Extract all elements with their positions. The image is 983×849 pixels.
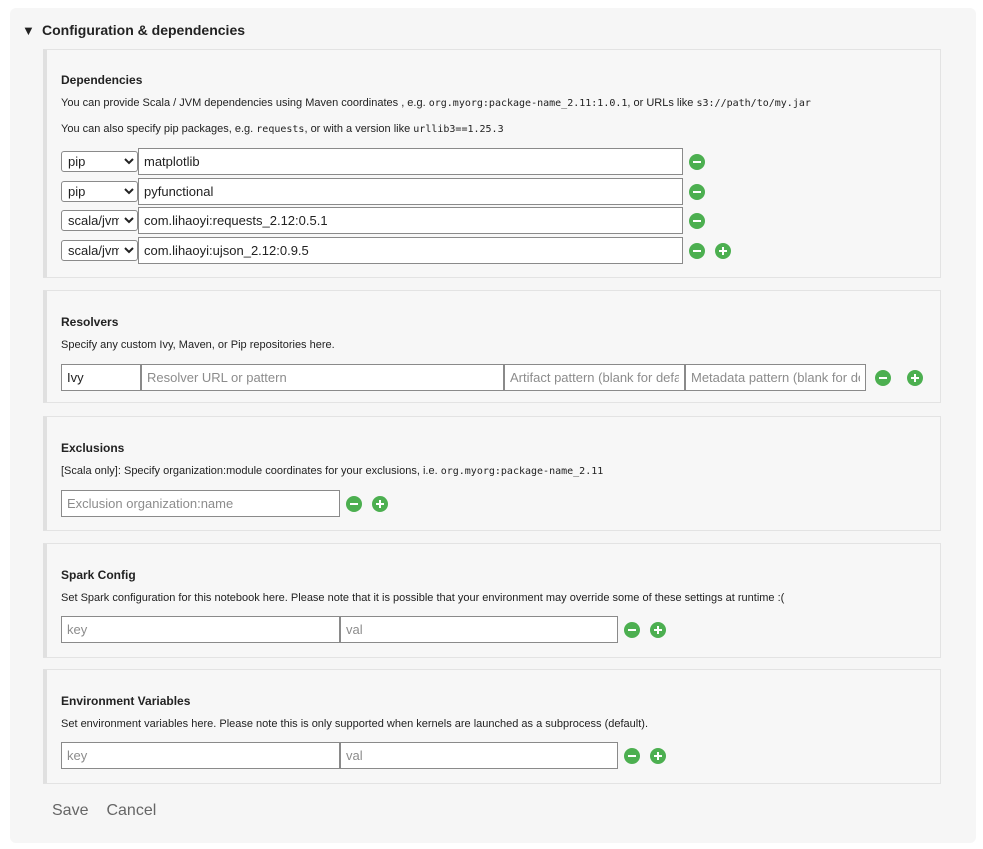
desc-code: s3://path/to/my.jar <box>696 98 811 109</box>
dependency-value-input[interactable] <box>138 207 683 234</box>
dependency-value-input[interactable] <box>138 148 683 175</box>
env-var-val-input[interactable] <box>340 742 618 769</box>
dependencies-description-pip <box>61 123 504 135</box>
exclusions-panel <box>43 416 941 531</box>
spark-config-title: Spark Config <box>61 568 136 582</box>
spark-config-panel <box>43 543 941 658</box>
desc-code: org.myorg:package-name_2.11 <box>440 466 604 477</box>
desc-code: requests <box>256 124 305 135</box>
desc-text: You can provide Scala / JVM dependencies using Maven coordinates , e.g. <box>61 97 429 109</box>
add-env-var-icon[interactable] <box>650 748 666 764</box>
env-var-key-input[interactable] <box>61 742 340 769</box>
dependency-row <box>61 207 705 234</box>
dependency-row <box>61 148 705 175</box>
desc-text: , or URLs like <box>627 97 697 109</box>
env-var-row <box>61 742 666 769</box>
dependency-value-input[interactable] <box>138 178 683 205</box>
dependency-row <box>61 237 731 264</box>
remove-resolver-icon[interactable] <box>875 370 891 386</box>
dependency-type-select[interactable] <box>61 240 138 261</box>
desc-text: You can also specify pip packages, e.g. <box>61 123 257 135</box>
form-actions <box>52 802 156 820</box>
config-section-header[interactable] <box>22 20 245 40</box>
section-title: Configuration & dependencies <box>42 22 246 38</box>
exclusions-title: Exclusions <box>61 441 125 455</box>
dependencies-description-maven <box>61 97 811 109</box>
cancel-button[interactable]: Cancel <box>106 802 157 819</box>
add-spark-config-icon[interactable] <box>650 622 666 638</box>
env-vars-panel <box>43 669 941 784</box>
resolvers-description: Specify any custom Ivy, Maven, or Pip repositories here. <box>61 339 335 351</box>
exclusion-input[interactable] <box>61 490 340 517</box>
desc-code: org.myorg:package-name_2.11:1.0.1 <box>428 98 628 109</box>
dependencies-title: Dependencies <box>61 73 143 87</box>
remove-dependency-icon[interactable] <box>689 243 705 259</box>
dependency-value-input[interactable] <box>138 237 683 264</box>
desc-code: urllib3==1.25.3 <box>413 124 504 135</box>
dependency-type-select[interactable] <box>61 181 138 202</box>
remove-dependency-icon[interactable] <box>689 154 705 170</box>
save-button[interactable]: Save <box>52 802 89 819</box>
resolvers-title: Resolvers <box>61 315 119 329</box>
add-exclusion-icon[interactable] <box>372 496 388 512</box>
resolver-url-input[interactable] <box>141 364 504 391</box>
remove-dependency-icon[interactable] <box>689 213 705 229</box>
add-resolver-icon[interactable] <box>907 370 923 386</box>
spark-config-description: Set Spark configuration for this notebook here. Please note that it is possible that your environment may override some of these settings at runtime :( <box>61 592 785 604</box>
desc-text: [Scala only]: Specify organization:module coordinates for your exclusions, i.e. <box>61 465 441 477</box>
spark-config-key-input[interactable] <box>61 616 340 643</box>
dependency-row <box>61 178 705 205</box>
resolvers-panel <box>43 290 941 403</box>
dependencies-panel <box>43 49 941 278</box>
collapse-triangle-icon[interactable]: ▼ <box>22 22 35 38</box>
add-dependency-icon[interactable] <box>715 243 731 259</box>
exclusions-description <box>61 465 603 477</box>
spark-config-row <box>61 616 666 643</box>
spark-config-val-input[interactable] <box>340 616 618 643</box>
remove-exclusion-icon[interactable] <box>346 496 362 512</box>
remove-dependency-icon[interactable] <box>689 184 705 200</box>
env-vars-description: Set environment variables here. Please note this is only supported when kernels are launched as a subprocess (default). <box>61 718 649 730</box>
env-vars-title: Environment Variables <box>61 694 191 708</box>
metadata-pattern-input[interactable] <box>685 364 866 391</box>
resolver-type-input[interactable] <box>61 364 141 391</box>
desc-text: , or with a version like <box>304 123 414 135</box>
artifact-pattern-input[interactable] <box>504 364 685 391</box>
exclusion-row <box>61 490 388 517</box>
remove-env-var-icon[interactable] <box>624 748 640 764</box>
dependency-type-select[interactable] <box>61 210 138 231</box>
dependency-type-select[interactable] <box>61 151 138 172</box>
resolver-row <box>61 364 923 391</box>
remove-spark-config-icon[interactable] <box>624 622 640 638</box>
